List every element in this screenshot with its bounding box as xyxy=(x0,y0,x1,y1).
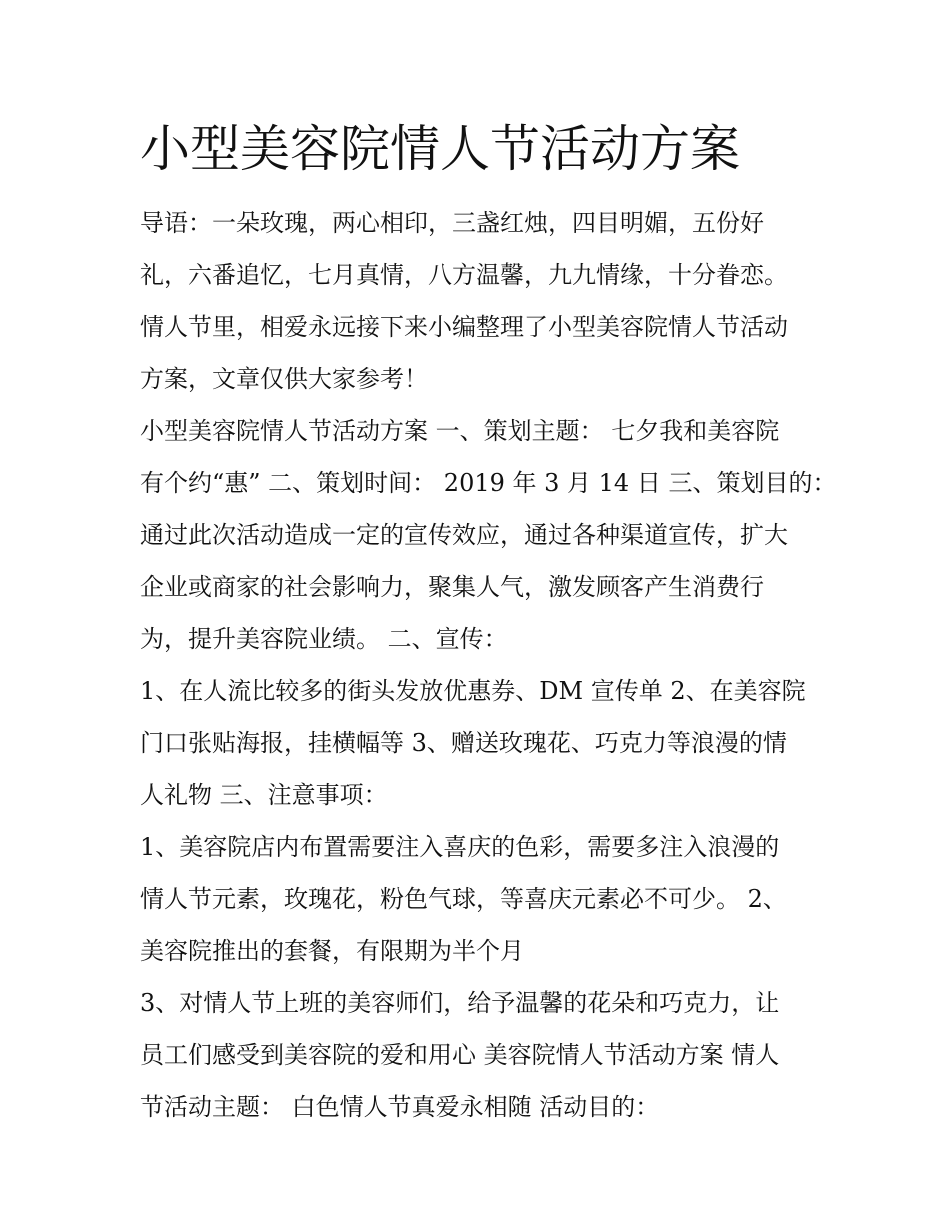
text-line: 门口张贴海报，挂横幅等 3、赠送玫瑰花、巧克力等浪漫的情 xyxy=(140,729,787,757)
text-line: 人礼物 三、注意事项： xyxy=(140,781,388,809)
paragraph-notes xyxy=(140,821,820,977)
text-line: 情人节里，相爱永远接下来小编整理了小型美容院情人节活动 xyxy=(140,313,788,341)
text-line: 企业或商家的社会影响力，聚集人气，激发顾客产生消费行 xyxy=(140,573,764,601)
text-line: 美容院推出的套餐，有限期为半个月 xyxy=(140,937,524,965)
text-line: 小型美容院情人节活动方案 一、策划主题： 七夕我和美容院 xyxy=(140,417,780,445)
paragraph-plan xyxy=(140,405,837,665)
text-line: 有个约“惠” 二、策划时间： 2019 年 3 月 14 日 三、策划目的： xyxy=(140,469,837,497)
document-body xyxy=(140,197,837,1133)
text-line: 3、对情人节上班的美容师们，给予温馨的花朵和巧克力，让 xyxy=(140,989,780,1017)
text-line: 通过此次活动造成一定的宣传效应，通过各种渠道宣传，扩大 xyxy=(140,521,788,549)
text-line: 导语：一朵玫瑰，两心相印，三盏红烛，四目明媚，五份好 xyxy=(140,209,764,237)
text-line: 情人节元素，玫瑰花，粉色气球，等喜庆元素必不可少。 2、 xyxy=(140,885,787,913)
text-line: 节活动主题： 白色情人节真爱永相随 活动目的： xyxy=(140,1093,660,1121)
text-line: 为，提升美容院业绩。 二、宣传： xyxy=(140,625,508,653)
text-line: 方案，文章仅供大家参考！ xyxy=(140,365,428,393)
paragraph-intro xyxy=(140,197,820,405)
document-title: 小型美容院情人节活动方案 xyxy=(140,120,740,178)
text-line: 1、美容院店内布置需要注入喜庆的色彩，需要多注入浪漫的 xyxy=(140,833,780,861)
paragraph-promotion xyxy=(140,665,820,821)
paragraph-staff xyxy=(140,977,820,1133)
text-line: 员工们感受到美容院的爱和用心 美容院情人节活动方案 情人 xyxy=(140,1041,780,1069)
text-line: 1、在人流比较多的街头发放优惠券、DM 宣传单 2、在美容院 xyxy=(140,677,806,705)
text-line: 礼，六番追忆，七月真情，八方温馨，九九情缘，十分眷恋。 xyxy=(140,261,788,289)
